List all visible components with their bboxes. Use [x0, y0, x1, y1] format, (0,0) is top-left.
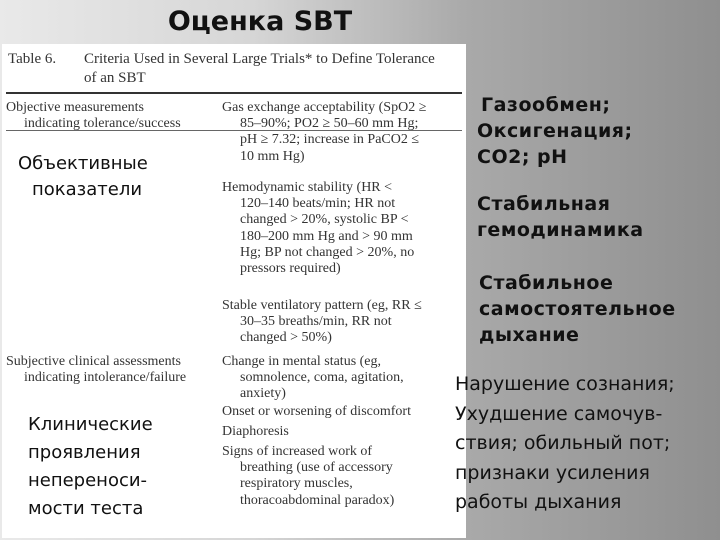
objective-heading: Objective measurements indicating tolerance/success	[6, 100, 181, 131]
table-caption-line-1: Criteria Used in Several Large Trials* to Define Tolerance	[84, 51, 435, 67]
criterion-gas-exchange: Gas exchange acceptability (SpO2 ≥ 85–90%; PO2 ≥ 50–60 mm Hg; pH ≥ 7.32; increase in PaCO2 ≤ 10 mm Hg)	[222, 100, 427, 164]
gas-exchange-label: Газообмен; Оксигенация; СО2; pH	[477, 94, 633, 168]
criterion-ventilatory: Stable ventilatory pattern (eg, RR ≤ 30–35 breaths/min, RR not changed > 50%)	[222, 298, 422, 346]
failure-signs-label: Нарушение сознания; Ухудшение самочув- ствия; обильный пот; признаки усиления работы дыхания	[455, 373, 675, 513]
slide-title: Оценка SBT	[167, 6, 353, 37]
criterion-work-of-breathing: Signs of increased work of breathing (use of accessory respiratory muscles, thoracoabdominal paradox)	[222, 444, 395, 508]
table-caption-line-2: of an SBT	[84, 70, 146, 86]
criterion-diaphoresis: Diaphoresis	[222, 424, 289, 439]
clinical-label-overlay: Клинические проявления непереноси- мости теста	[28, 414, 153, 519]
subjective-heading: Subjective clinical assessments indicating intolerance/failure	[6, 354, 187, 385]
criterion-hemodynamic: Hemodynamic stability (HR < 120–140 beats/min; HR not changed > 20%, systolic BP < 180–200 mm Hg and > 90 mm Hg; BP not changed > 20%, no pressors required)	[222, 180, 415, 277]
table-caption	[8, 50, 435, 86]
objective-label-overlay: Объективные показатели	[14, 150, 152, 204]
breathing-label: Стабильное самостоятельное дыхание	[479, 272, 676, 346]
table-number: Table 6.	[8, 51, 57, 67]
criterion-mental-status: Change in mental status (eg, somnolence, coma, agitation, anxiety)	[222, 354, 404, 402]
hemodynamics-label: Стабильная гемодинамика	[477, 193, 644, 241]
table-top-rule	[6, 92, 462, 94]
criterion-discomfort: Onset or worsening of discomfort	[222, 404, 411, 419]
